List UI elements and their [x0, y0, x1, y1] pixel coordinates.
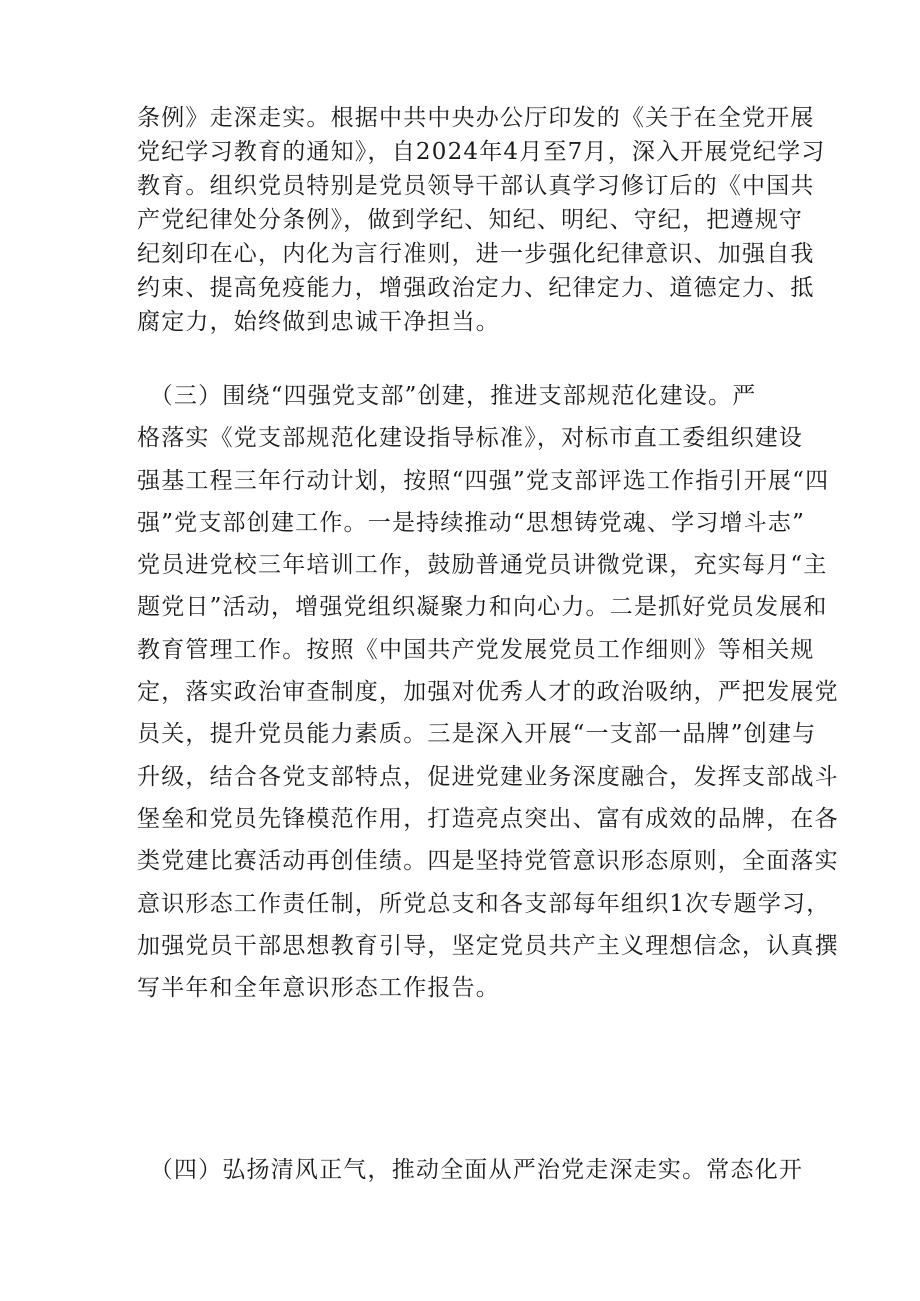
- text-line: 党纪学习教育的通知》，自2024年4月至7月，深入开展党纪学习: [137, 139, 826, 165]
- text-line: 强基工程三年行动计划，按照“四强”党支部评选工作指引开展“四: [137, 467, 830, 494]
- text-line: 约束、提高免疫能力，增强政治定力、纪律定力、道德定力、抵: [137, 275, 815, 301]
- text-line: 强”党支部创建工作。一是持续推动“思想铸党魂、学习增斗志”: [137, 509, 806, 536]
- text-line: 条例》走深走实。根据中共中央办公厅印发的《关于在全党开展: [137, 105, 815, 131]
- text-line: 定，落实政治审查制度，加强对优秀人才的政治吸纳，严把发展党: [137, 679, 839, 706]
- text-line: 升级，结合各党支部特点，促进党建业务深度融合，发挥支部战斗: [137, 763, 839, 790]
- text-line: 写半年和全年意识形态工作报告。: [137, 975, 500, 1002]
- text-line: （四）弘扬清风正气，推动全面从严治党走深走实。常态化开: [137, 1157, 804, 1183]
- text-line: 腐定力，始终做到忠诚干净担当。: [137, 309, 500, 335]
- text-line: 教育管理工作。按照《中国共产党发展党员工作细则》等相关规: [137, 636, 815, 663]
- text-line: 纪刻印在心，内化为言行准则，进一步强化纪律意识、加强自我: [137, 241, 815, 267]
- text-line: （三）围绕“四强党支部”创建，推进支部规范化建设。严: [137, 383, 757, 409]
- text-line: 题党日”活动，增强党组织凝聚力和向心力。二是抓好党员发展和: [137, 594, 828, 621]
- text-line: 格落实《党支部规范化建设指导标准》，对标市直工委组织建设: [137, 425, 804, 452]
- text-line: 产党纪律处分条例》，做到学纪、知纪、明纪、守纪，把遵规守: [137, 207, 804, 233]
- text-line: 堡垒和党员先锋模范作用，打造亮点突出、富有成效的品牌，在各: [137, 805, 839, 832]
- text-line: 意识形态工作责任制，所党总支和各支部每年组织1次专题学习，: [137, 890, 831, 917]
- text-line: 加强党员干部思想教育引导，坚定党员共产主义理想信念，认真撰: [137, 932, 839, 959]
- text-line: 类党建比赛活动再创佳绩。四是坚持党管意识形态原则，全面落实: [137, 848, 839, 875]
- text-line: 党员进党校三年培训工作，鼓励普通党员讲微党课，充实每月“主: [137, 552, 828, 579]
- text-line: 员关，提升党员能力素质。三是深入开展“一支部一品牌”创建与: [137, 721, 817, 748]
- paragraph-party-discipline: [137, 101, 826, 339]
- text-line: 教育。组织党员特别是党员领导干部认真学习修订后的《中国共: [137, 173, 815, 199]
- paragraph-section-three: [137, 375, 839, 1009]
- paragraph-section-four: [137, 1149, 804, 1191]
